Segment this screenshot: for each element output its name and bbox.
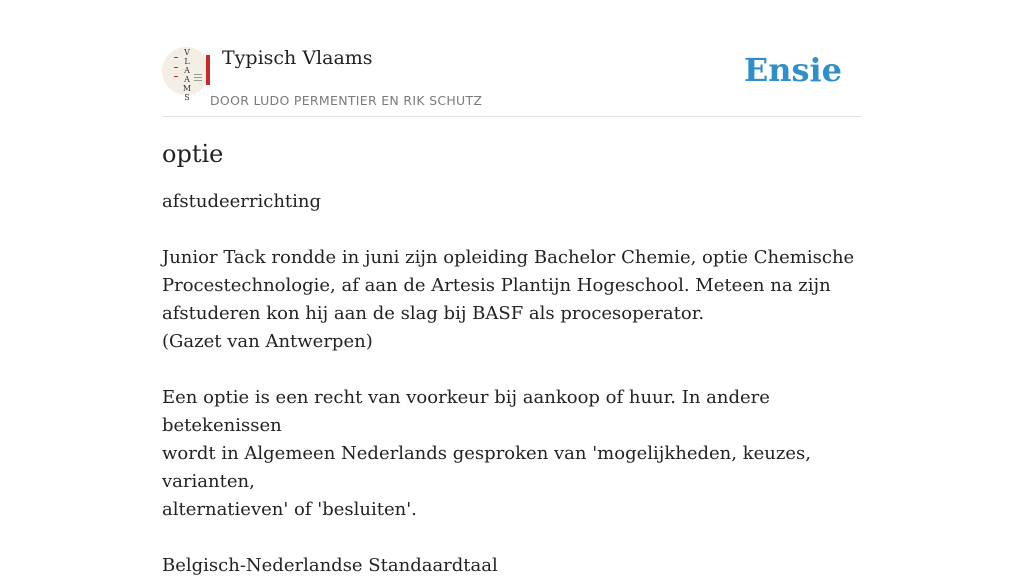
logo-mark xyxy=(174,67,178,68)
ensie-logo-link[interactable]: Ensie xyxy=(743,51,842,89)
entry-definition: afstudeerrichting xyxy=(162,191,322,212)
logo-letters xyxy=(181,48,193,102)
logo-letter: S xyxy=(184,93,190,102)
logo-letter: V xyxy=(184,48,190,57)
logo-mark xyxy=(194,77,202,78)
entry-content xyxy=(162,137,862,580)
logo-letter: A xyxy=(184,66,190,75)
example-source: (Gazet van Antwerpen) xyxy=(162,331,373,352)
logo-letter: L xyxy=(184,57,190,66)
logo-mark xyxy=(174,76,178,77)
example-line: Junior Tack rondde in juni zijn opleiding Bachelor Chemie, optie Chemische xyxy=(162,247,855,268)
blog-title-link[interactable]: Typisch Vlaams xyxy=(222,47,373,69)
blog-logo[interactable] xyxy=(162,47,210,102)
blog-header xyxy=(162,46,862,117)
footer-note: Belgisch-Nederlandse Standaardtaal xyxy=(162,555,498,576)
example-line: Procestechnologie, af aan de Artesis Plantijn Hogeschool. Meteen na zijn xyxy=(162,275,831,296)
example-line: afstuderen kon hij aan de slag bij BASF als procesoperator. xyxy=(162,303,705,324)
logo-accent xyxy=(206,55,210,85)
logo-mark xyxy=(174,57,178,58)
author-byline: DOOR LUDO PERMENTIER EN RIK SCHUTZ xyxy=(210,93,483,108)
entry-term: optie xyxy=(162,140,224,168)
logo-letter: A xyxy=(184,75,190,84)
explanation-line: Een optie is een recht van voorkeur bij aankoop of huur. In andere betekenissen xyxy=(162,387,770,436)
logo-mark xyxy=(194,80,202,81)
logo-mark xyxy=(194,74,202,75)
explanation-line: wordt in Algemeen Nederlands gesproken van 'mogelijkheden, keuzes, varianten, xyxy=(162,443,811,492)
explanation-line: alternatieven' of 'besluiten'. xyxy=(162,499,417,520)
logo-letter: M xyxy=(182,84,192,93)
